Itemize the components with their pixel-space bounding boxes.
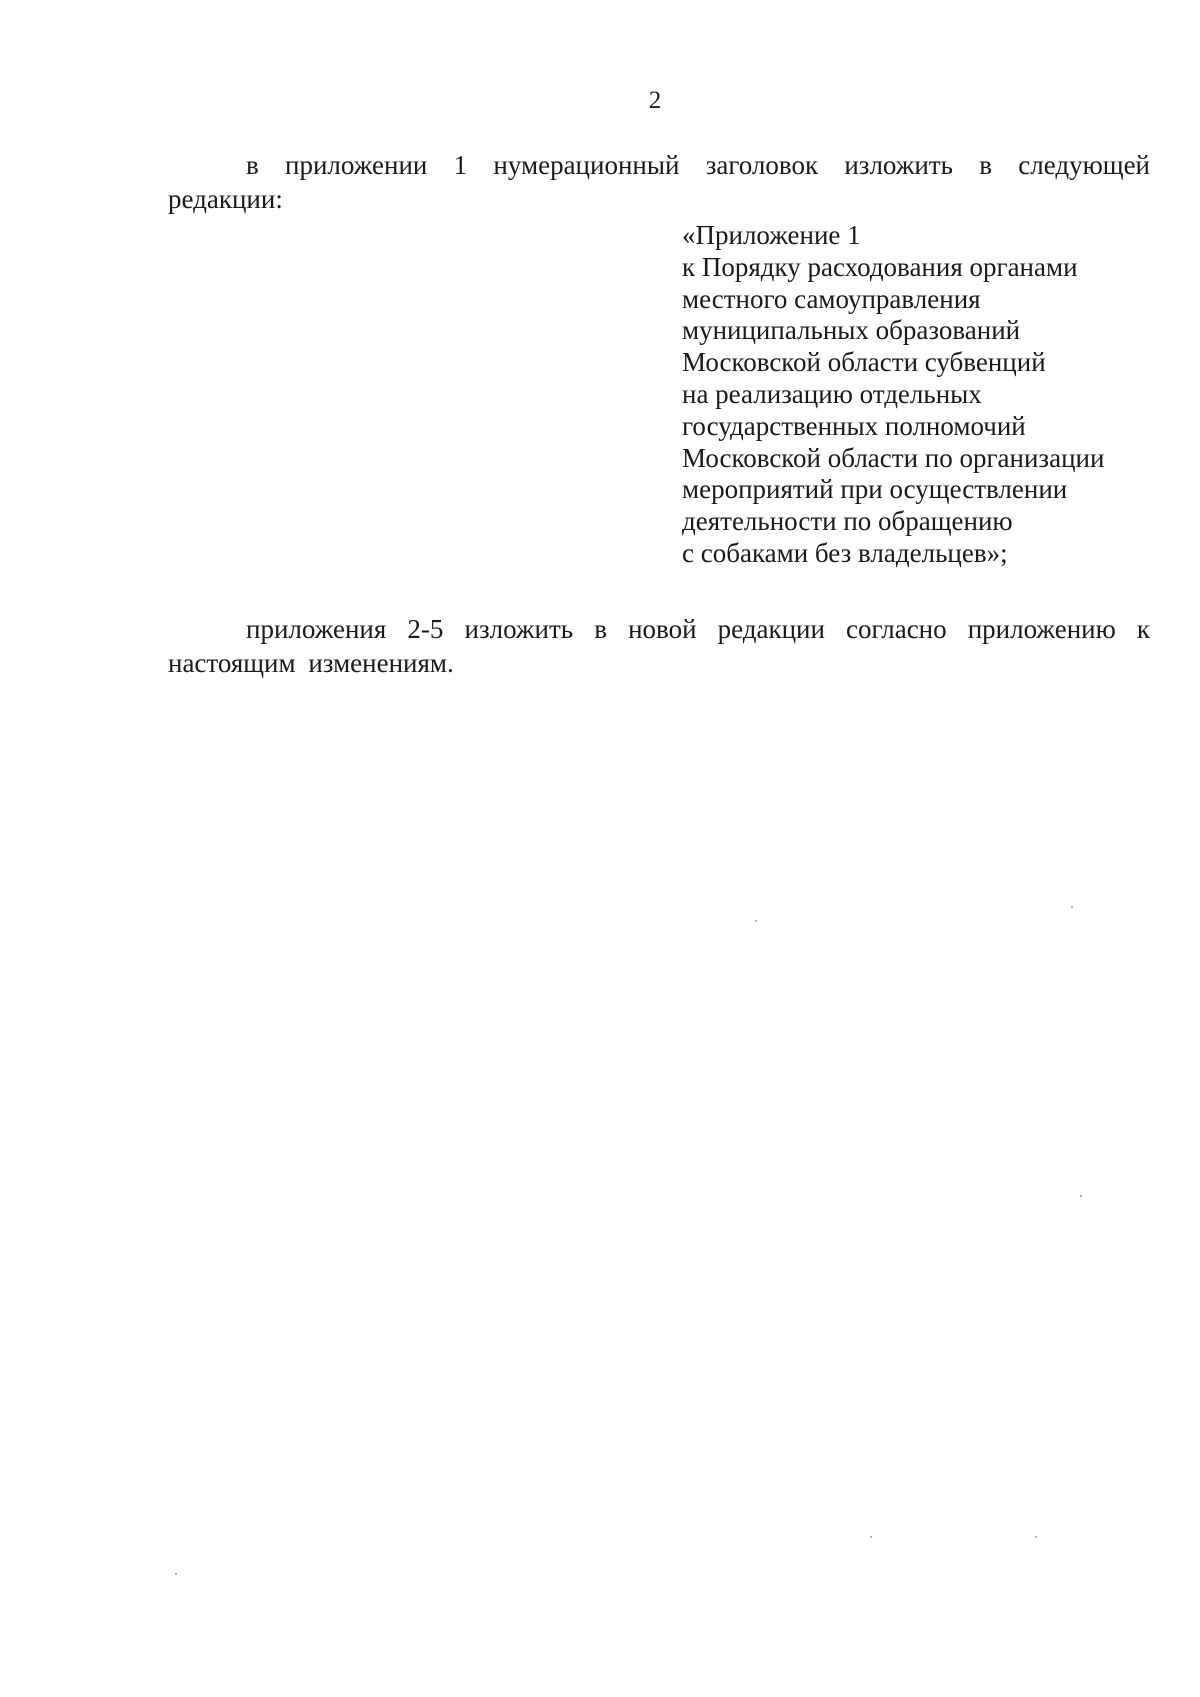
heading-line: государственных полномочий: [682, 410, 1026, 441]
page-number: 2: [648, 87, 662, 114]
scan-speck: [1035, 1536, 1037, 1538]
scan-speck: [1080, 1195, 1082, 1197]
paragraph-appendices-replacement: приложения 2-5 изложить в новой редакции согласно приложению к настоящим изменениям.: [168, 614, 1150, 678]
scan-speck: [870, 1536, 872, 1538]
heading-line: Московской области субвенций: [682, 347, 1046, 378]
scan-speck: [755, 920, 757, 922]
paragraph-amendment-heading: в приложении 1 нумерационный заголовок изложить в следующей редакции:: [168, 150, 1150, 214]
heading-line: на реализацию отдельных: [682, 378, 982, 409]
heading-line: мероприятий при осуществлении: [682, 474, 1068, 505]
heading-line: муниципальных образований: [682, 315, 1021, 346]
scan-speck: [1071, 906, 1073, 908]
heading-line: с собаками без владельцев»;: [682, 537, 1008, 568]
scan-speck: [175, 1573, 177, 1575]
heading-line: Московской области по организации: [682, 442, 1105, 473]
heading-line: «Приложение 1: [682, 220, 861, 250]
appendix-numbering-heading: [682, 220, 1182, 570]
heading-line: местного самоуправления: [682, 283, 981, 314]
heading-line: деятельности по обращению: [682, 506, 1013, 537]
heading-line: к Порядку расходования органами: [682, 251, 1078, 282]
